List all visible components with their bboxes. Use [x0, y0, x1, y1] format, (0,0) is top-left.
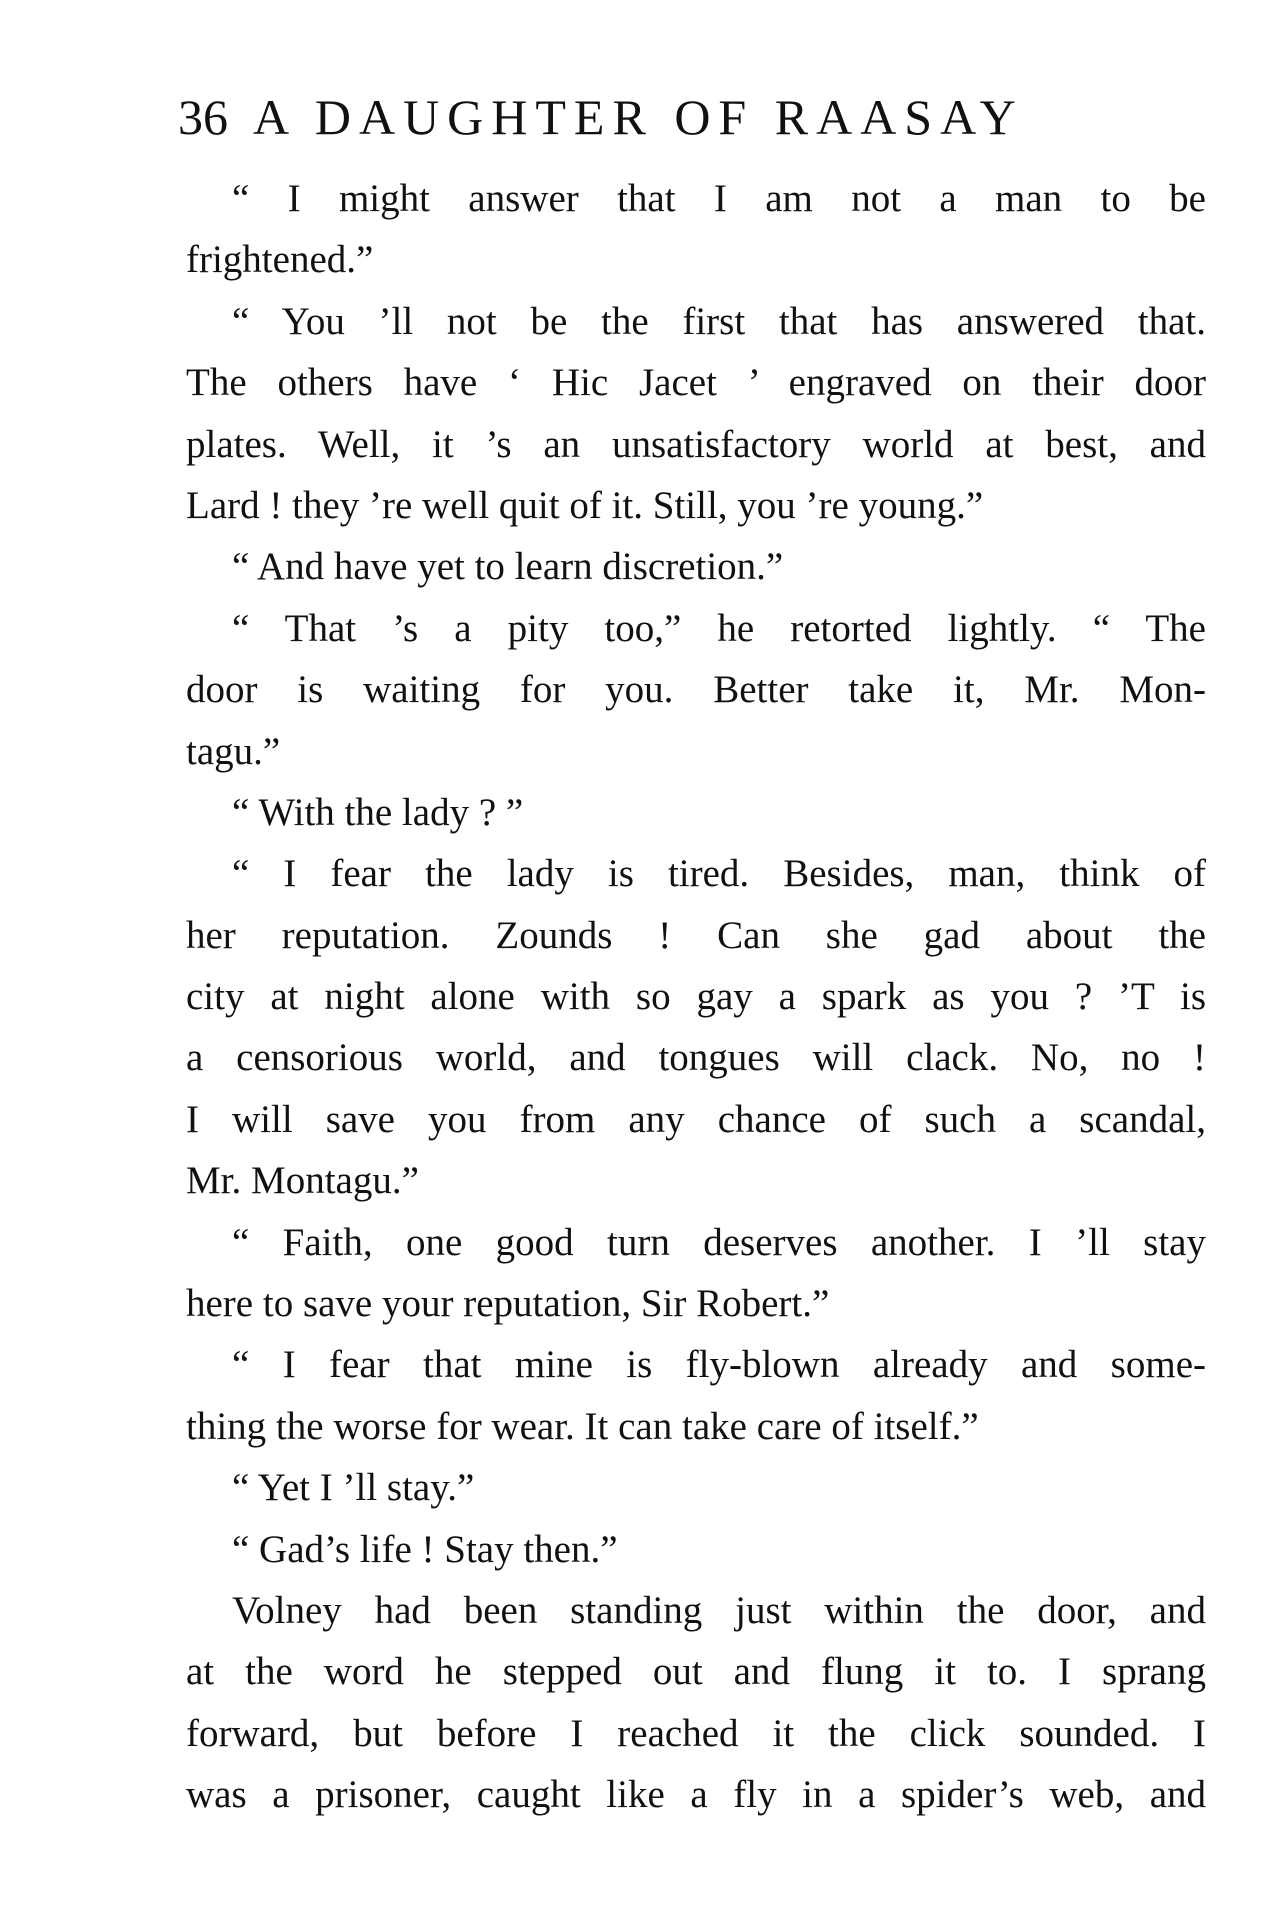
text-line: “ That ’s a pity too,” he retorted lightly. “ The: [232, 606, 1206, 650]
text-line: “ I might answer that I am not a man to be: [232, 177, 1206, 220]
text-line: at the word he stepped out and flung it to. I sprang: [186, 1650, 1206, 1694]
text-line: Volney had been standing just within the door, and: [232, 1588, 1206, 1632]
text-line: her reputation. Zounds ! Can she gad about the: [186, 913, 1206, 957]
text-line: frightened.”: [186, 238, 374, 282]
text-line: “ You ’ll not be the first that has answered that.: [232, 299, 1206, 343]
text-line: “ I fear that mine is fly-blown already and some-: [232, 1343, 1206, 1387]
text-line: was a prisoner, caught like a fly in a spider’s web, and: [186, 1773, 1206, 1817]
text-line: thing the worse for wear. It can take care of itself.”: [186, 1404, 979, 1448]
text-line: a censorious world, and tongues will clack. No, no !: [186, 1036, 1206, 1080]
text-line: Mr. Montagu.”: [186, 1159, 419, 1203]
text-line: forward, but before I reached it the click sounded. I: [186, 1711, 1206, 1755]
text-line: city at night alone with so gay a spark as you ? ’T is: [186, 975, 1206, 1019]
text-line: “ Yet I ’ll stay.”: [232, 1466, 475, 1510]
page-number: 36: [178, 89, 228, 145]
text-line: tagu.”: [186, 729, 281, 773]
text-line: door is waiting for you. Better take it, Mr. Mon-: [186, 668, 1206, 712]
text-line: I will save you from any chance of such a scandal,: [186, 1097, 1206, 1141]
text-line: plates. Well, it ’s an unsatisfactory world at best, and: [186, 422, 1206, 466]
text-line: “ With the lady ? ”: [232, 790, 524, 834]
text-line: “ Faith, one good turn deserves another. I ’ll stay: [232, 1220, 1206, 1264]
running-head: [178, 82, 1218, 152]
body-text: [186, 168, 1206, 1826]
text-line: Lard ! they ’re well quit of it. Still, you ’re young.”: [186, 483, 984, 527]
book-title: A DAUGHTER OF RAASAY: [253, 89, 1024, 145]
text-line: “ I fear the lady is tired. Besides, man, think of: [232, 852, 1206, 896]
text-line: here to save your reputation, Sir Robert.”: [186, 1282, 830, 1326]
text-line: “ And have yet to learn discretion.”: [232, 545, 784, 589]
text-line: The others have ‘ Hic Jacet ’ engraved on their door: [186, 361, 1206, 405]
text-line: “ Gad’s life ! Stay then.”: [232, 1527, 618, 1571]
